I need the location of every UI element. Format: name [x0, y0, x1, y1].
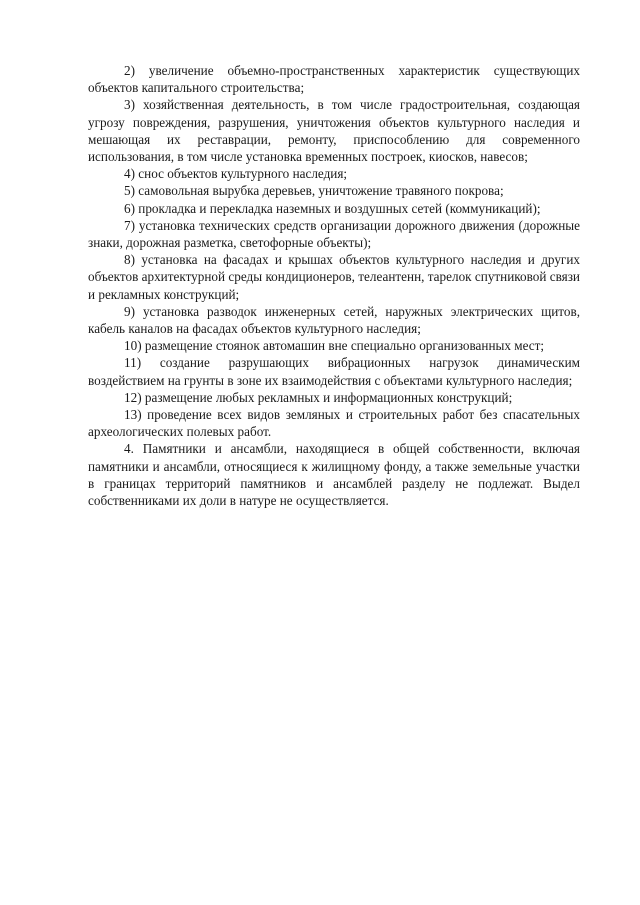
paragraph-item-2: 2) увеличение объемно-пространственных характеристик существующих объектов капитального строительства; — [88, 63, 580, 96]
paragraph-item-13: 13) проведение всех видов земляных и строительных работ без спасательных археологических полевых работ. — [88, 407, 580, 440]
paragraph-item-10: 10) размещение стоянок автомашин вне специально организованных мест; — [124, 338, 545, 354]
paragraph-item-12: 12) размещение любых рекламных и информационных конструкций; — [124, 389, 513, 405]
paragraph-item-3: 3) хозяйственная деятельность, в том числе градостроительная, создающая угрозу повреждения, разрушения, уничтожения объектов культурного наследия и мешающая их реставрации, ремонту, приспособлению для современного использования, в том числе установка временных построек, киосков, навесов; — [88, 97, 580, 165]
document-body — [88, 62, 580, 509]
paragraph-item-7: 7) установка технических средств организации дорожного движения (дорожные знаки, дорожная разметка, светофорные объекты); — [88, 217, 580, 251]
paragraph-item-4: 4) снос объектов культурного наследия; — [124, 166, 348, 182]
paragraph-item-6: 6) прокладка и перекладка наземных и воздушных сетей (коммуникаций); — [124, 200, 541, 216]
paragraph-item-5: 5) самовольная вырубка деревьев, уничтожение травяного покрова; — [124, 183, 504, 199]
paragraph-item-9: 9) установка разводок инженерных сетей, наружных электрических щитов, кабель каналов на фасадах объектов культурного наследия; — [88, 303, 580, 337]
paragraph-section-4: 4. Памятники и ансамбли, находящиеся в общей собственности, включая памятники и ансамбли, относящиеся к жилищному фонду, а также земельные участки в границах территорий памятников и ансамблей разделу не подлежат. Выдел собственниками их доли в натуре не осуществляется. — [88, 441, 580, 509]
paragraph-item-11: 11) создание разрушающих вибрационных нагрузок динамическим воздействием на грунты в зоне их взаимодействия с объектами культурного наследия; — [88, 355, 580, 388]
paragraph-item-8: 8) установка на фасадах и крышах объектов культурного наследия и других объектов архитектурной среды кондиционеров, телеантенн, тарелок спутниковой связи и рекламных конструкций; — [88, 252, 580, 302]
